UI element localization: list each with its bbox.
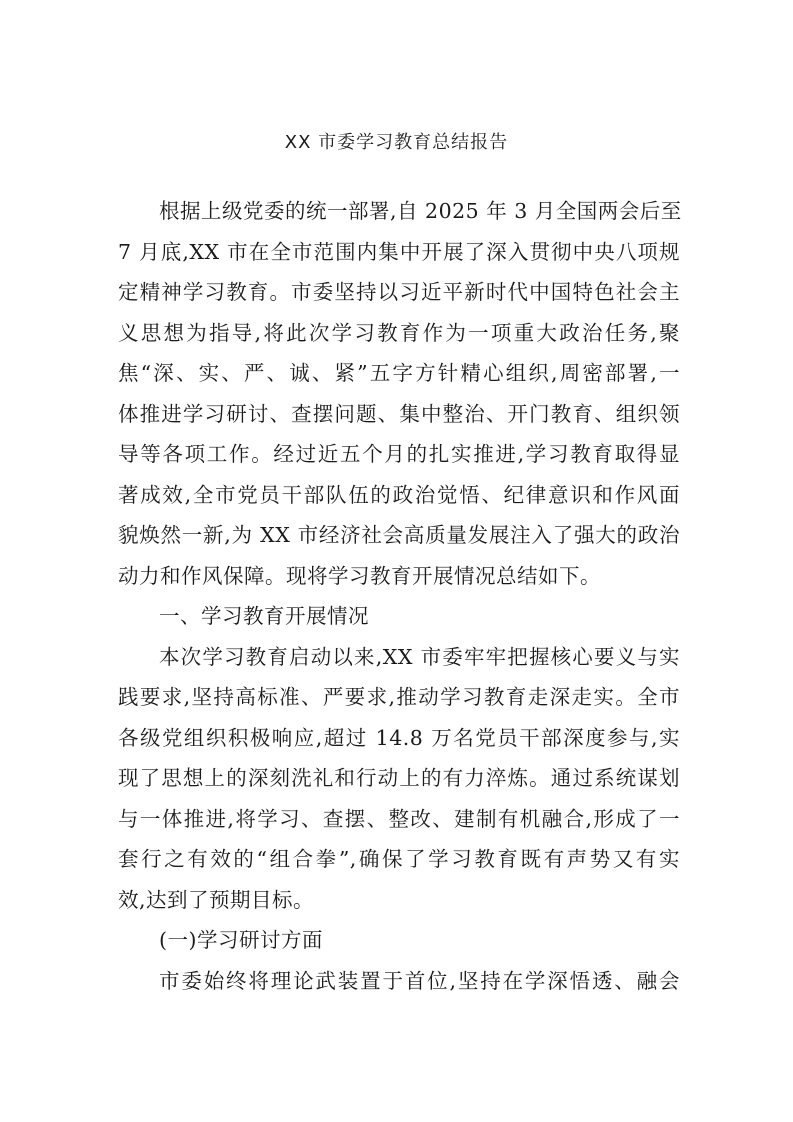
paragraph-line: 著成效,全市党员干部队伍的政治觉悟、纪律意识和作风面 <box>118 482 680 507</box>
section-heading: 一、学习教育开展情况 <box>159 604 369 628</box>
paragraph-line: 本次学习教育启动以来,XX 市委牢牢把握核心要义与实 <box>159 644 680 669</box>
paragraph-line: 7 月底,XX 市在全市范围内集中开展了深入贯彻中央八项规 <box>118 239 680 264</box>
paragraph-line: 义思想为指导,将此次学习教育作为一项重大政治任务,聚 <box>118 320 680 345</box>
paragraph-line: 市委始终将理论武装置于首位,坚持在学深悟透、融会 <box>159 968 680 993</box>
paragraph-line: 根据上级党委的统一部署,自 2025 年 3 月全国两会后至 <box>159 199 682 223</box>
paragraph-line: 导等各项工作。经过近五个月的扎实推进,学习教育取得显 <box>118 442 680 466</box>
paragraph-line: 焦“深、实、严、诚、紧”五字方针精心组织,周密部署,一 <box>118 361 680 385</box>
document-body <box>118 191 680 1001</box>
paragraph-line: 各级党组织积极响应,超过 14.8 万名党员干部深度参与,实 <box>118 725 680 750</box>
document-title: XX 市委学习教育总结报告 <box>284 132 509 153</box>
paragraph-line: 定精神学习教育。市委坚持以习近平新时代中国特色社会主 <box>118 280 680 304</box>
paragraph-line: 践要求,坚持高标准、严要求,推动学习教育走深走实。全市 <box>118 685 680 709</box>
paragraph-line: 动力和作风保障。现将学习教育开展情况总结如下。 <box>118 563 601 588</box>
paragraph-line: 套行之有效的“组合拳”,确保了学习教育既有声势又有实 <box>118 847 680 871</box>
subsection-heading: (一)学习研讨方面 <box>159 928 323 952</box>
paragraph-line: 与一体推进,将学习、查摆、整改、建制有机融合,形成了一 <box>118 806 680 831</box>
paragraph-line: 现了思想上的深刻洗礼和行动上的有力淬炼。通过系统谋划 <box>118 766 680 790</box>
paragraph-overview <box>118 637 680 921</box>
paragraph-study <box>118 961 680 1002</box>
paragraph-line: 貌焕然一新,为 XX 市经济社会高质量发展注入了强大的政治 <box>118 523 680 547</box>
paragraph-intro <box>118 191 680 596</box>
paragraph-line: 效,达到了预期目标。 <box>118 887 315 912</box>
paragraph-line: 体推进学习研讨、查摆问题、集中整治、开门教育、组织领 <box>118 401 680 426</box>
